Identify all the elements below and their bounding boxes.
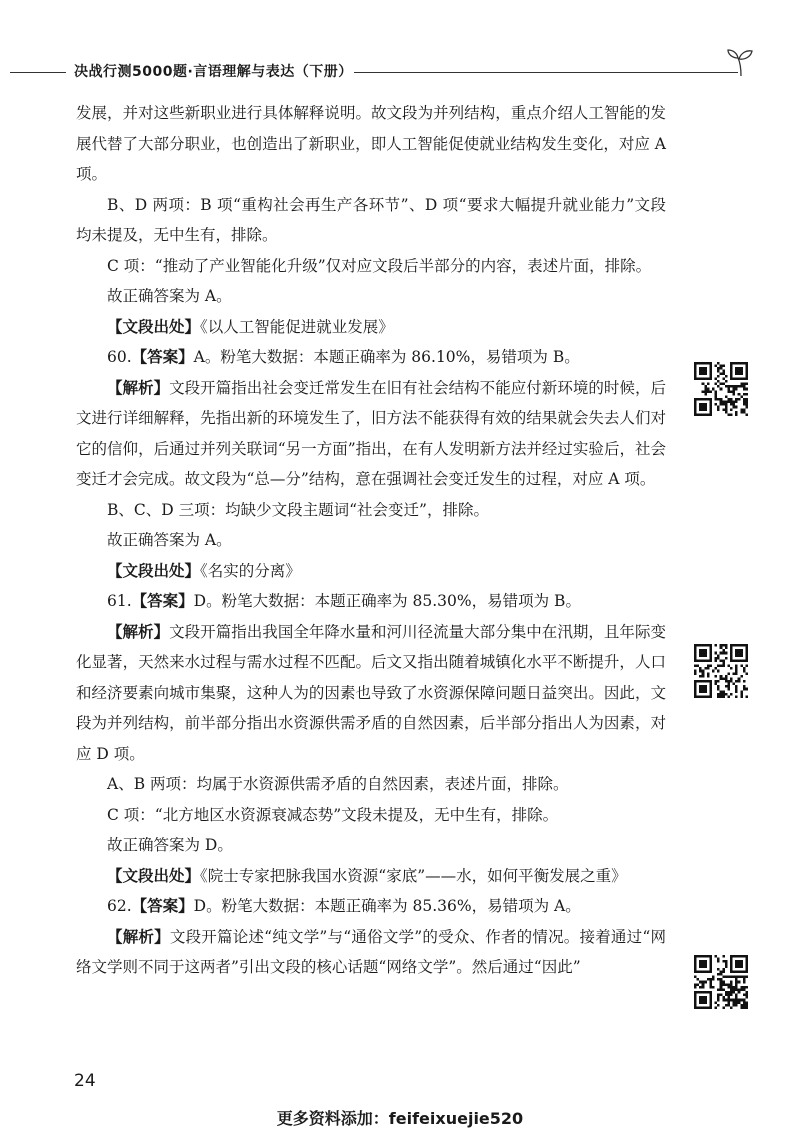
paragraph: B、D 两项：B 项“重构社会再生产各环节”、D 项“要求大幅提升就业能力”文段均未提及，无中生有，排除。 xyxy=(76,195,666,244)
answer-line-62: 62.【答案】D。粉笔大数据：本题正确率为 85.36%，易错项为 A。 xyxy=(107,896,581,915)
paragraph: 故正确答案为 D。 xyxy=(107,836,233,854)
source-line: 【文段出处】《以人工智能促进就业发展》 xyxy=(107,316,394,336)
source-line: 【文段出处】《院士专家把脉我国水资源“家底”——水，如何平衡发展之重》 xyxy=(107,865,627,885)
page-number: 24 xyxy=(74,1071,96,1091)
qr-code-61[interactable] xyxy=(694,644,748,698)
sprout-icon xyxy=(724,44,758,78)
paragraph: A、B 两项：均属于水资源供需矛盾的自然因素，表述片面，排除。 xyxy=(107,775,569,793)
qr-code-60[interactable] xyxy=(694,362,748,416)
source-tag: 【文段出处】 xyxy=(107,865,201,885)
footer-note: 更多资料添加：feifeixuejie520 xyxy=(276,1109,524,1128)
analysis-paragraph: 【解析】文段开篇论述“纯文学”与“通俗文学”的受众、作者的情况。接着通过“网络文学则不同于这两者”引出文段的核心话题“网络文学”。然后通过“因此” xyxy=(76,926,666,976)
paragraph: 发展，并对这些新职业进行具体解释说明。故文段为并列结构，重点介绍人工智能的发展代替了大部分职业，也创造出了新职业，即人工智能促使就业结构发生变化，对应 A 项。 xyxy=(76,104,666,183)
analysis-paragraph: 【解析】文段开篇指出社会变迁常发生在旧有社会结构不能应付新环境的时候，后文进行详细解释，先指出新的环境发生了，旧方法不能获得有效的结果就会失去人们对它的信仰，后通过并列关联词“另一方面”指出，在有人发明新方法并经过实验后，社会变迁才会完成。故文段为“总—分”结构，意在强调社会变迁发生的过程，对应 A 项。 xyxy=(76,377,666,488)
qr-code-62[interactable] xyxy=(694,955,748,1009)
paragraph: 故正确答案为 A。 xyxy=(107,531,232,549)
header-rule-right xyxy=(354,72,738,73)
analysis-paragraph: 【解析】文段开篇指出我国全年降水量和河川径流量大部分集中在汛期，且年际变化显著，天然来水过程与需水过程不匹配。后文又指出随着城镇化水平不断提升，人口和经济要素向城市集聚，这种人为的因素也导致了水资源保障问题日益突出。因此，文段为并列结构，前半部分指出水资源供需矛盾的自然因素，后半部分指出人为因素，对应 D 项。 xyxy=(76,621,666,763)
answer-tag: 【答案】 xyxy=(131,347,194,366)
question-number: 61. xyxy=(107,592,132,610)
answer-explanations xyxy=(76,98,666,983)
analysis-tag: 【解析】 xyxy=(107,377,170,397)
question-number: 62. xyxy=(107,897,132,915)
analysis-tag: 【解析】 xyxy=(107,926,170,946)
paragraph: C 项：“北方地区水资源衰减态势”文段未提及，无中生有，排除。 xyxy=(107,805,559,824)
running-header xyxy=(0,58,800,88)
header-rule-left xyxy=(10,72,66,73)
source-tag: 【文段出处】 xyxy=(107,316,201,336)
answer-tag: 【答案】 xyxy=(131,591,194,610)
paragraph: C 项：“推动了产业智能化升级”仅对应文段后半部分的内容，表述片面，排除。 xyxy=(107,256,652,275)
answer-line-60: 60.【答案】A。粉笔大数据：本题正确率为 86.10%，易错项为 B。 xyxy=(107,347,580,366)
question-number: 60. xyxy=(107,348,132,366)
paragraph: B、C、D 三项：均缺少文段主题词“社会变迁”，排除。 xyxy=(107,500,489,519)
answer-line-61: 61.【答案】D。粉笔大数据：本题正确率为 85.30%，易错项为 B。 xyxy=(107,591,581,610)
book-title: 决战行测5000题·言语理解与表达（下册） xyxy=(74,64,353,80)
source-tag: 【文段出处】 xyxy=(107,560,201,580)
source-line: 【文段出处】《名实的分离》 xyxy=(107,560,301,580)
paragraph: 故正确答案为 A。 xyxy=(107,287,232,305)
analysis-tag: 【解析】 xyxy=(107,621,170,641)
answer-tag: 【答案】 xyxy=(131,896,194,915)
